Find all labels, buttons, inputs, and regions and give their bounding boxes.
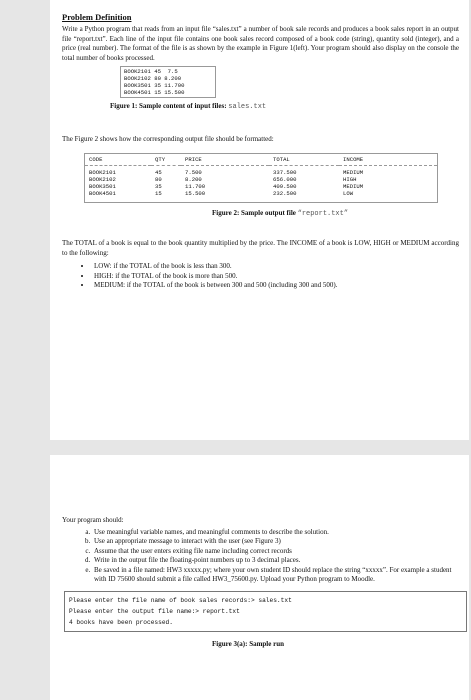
- table-cell: 232.500: [273, 189, 297, 197]
- table-cell: 337.500: [273, 169, 297, 177]
- income-rules-list: [62, 262, 459, 291]
- table-row: [85, 184, 438, 191]
- table-row: [85, 191, 438, 203]
- report-table: [84, 153, 438, 204]
- table-cell: 11.700: [185, 182, 206, 190]
- list-item: • HIGH: if the TOTAL of the book is more than 500.: [92, 272, 459, 282]
- table-cell: BOOK2102: [89, 176, 116, 184]
- table-row: [85, 166, 438, 177]
- sample-run-console: [64, 591, 467, 632]
- column-header: INCOME: [339, 153, 438, 166]
- requirements-list: [62, 528, 459, 585]
- requirements-intro: Your program should:: [62, 516, 124, 524]
- table-cell: MEDIUM: [343, 169, 364, 177]
- total-income-description: The TOTAL of a book is equal to the book quantity multiplied by the price. The INCOME of a book is LOW, HIGH or MEDIUM according to the following:: [62, 239, 459, 257]
- list-item: • MEDIUM: if the TOTAL of the book is between 300 and 500 (including 300 and 500).: [92, 281, 459, 291]
- table-cell: HIGH: [343, 176, 357, 184]
- figure1-caption: [110, 102, 459, 111]
- document-page-2: [50, 455, 469, 700]
- table-cell: BOOK3501: [89, 182, 116, 190]
- table-cell: 15.500: [185, 189, 206, 197]
- problem-heading: Problem Definition: [62, 12, 132, 22]
- figure3-caption: Figure 3(a): Sample run: [212, 639, 285, 648]
- report-header-row: [85, 153, 438, 166]
- figure2-caption-file: “report.txt”: [297, 210, 349, 219]
- column-header: PRICE: [181, 153, 269, 166]
- figure2-intro: The Figure 2 shows how the corresponding output file should be formatted:: [62, 135, 274, 143]
- table-cell: 45: [155, 169, 162, 177]
- table-cell: 656.000: [273, 176, 297, 184]
- figure1-caption-label: Figure 1: Sample content of input files:: [110, 102, 227, 110]
- table-cell: BOOK4501: [89, 189, 116, 197]
- table-cell: 35: [155, 182, 162, 190]
- list-item: • LOW: if the TOTAL of the book is less than 300.: [92, 262, 459, 272]
- console-line: Please enter the file name of book sales records:> sales.txt: [69, 596, 292, 604]
- input-line: BOOK2101 45 7.5: [124, 68, 178, 75]
- list-item: d. Write in the output file the floating-point numbers up to 3 decimal places.: [92, 556, 459, 566]
- problem-intro: Write a Python program that reads from an input file “sales.txt” a number of book sale records and produces a book sales report in an output file “report.txt”. Each line of the input file contains one book sales record composed of a book code (string), quantity sold (integer), and a price (real number). The format of the file is as shown by the example in Figure 1(left). Your program should also display on the console the total number of books processed.: [62, 25, 459, 62]
- console-line: 4 books have been processed.: [69, 618, 173, 626]
- table-cell: 80: [155, 176, 162, 184]
- list-item: e. Be saved in a file named: HW3 xxxxx.py; where your own student ID should replace the string “xxxxx”. For example a student with ID 75600 should submit a file called HW3_75600.py. Upload your Python program to Moodle.: [92, 566, 459, 585]
- table-cell: BOOK2101: [89, 169, 116, 177]
- figure1-input-sample: [120, 66, 216, 98]
- column-header: QTY: [151, 153, 181, 166]
- figure2-caption: [212, 209, 459, 218]
- list-item: c. Assume that the user enters exiting file name including correct records: [92, 547, 459, 557]
- console-line: Please enter the output file name:> report.txt: [69, 607, 240, 615]
- input-line: BOOK2102 80 8.200: [124, 75, 182, 82]
- figure2-caption-label: Figure 2: Sample output file: [212, 209, 296, 218]
- input-line: BOOK4501 15 15.500: [124, 89, 185, 96]
- document-page-1: [50, 0, 469, 440]
- input-line: BOOK3501 35 11.700: [124, 82, 185, 89]
- table-cell: 15: [155, 189, 162, 197]
- table-cell: MEDIUM: [343, 182, 364, 190]
- table-row: [85, 177, 438, 184]
- figure1-caption-file: sales.txt: [228, 103, 267, 111]
- table-cell: 7.500: [185, 169, 202, 177]
- list-item: a. Use meaningful variable names, and meaningful comments to describe the solution.: [92, 528, 459, 538]
- list-item: b. Use an appropriate message to interact with the user (see Figure 3): [92, 537, 459, 547]
- column-header: TOTAL: [269, 153, 339, 166]
- table-cell: LOW: [343, 189, 354, 197]
- column-header: CODE: [85, 153, 152, 166]
- table-cell: 409.500: [273, 182, 297, 190]
- table-cell: 8.200: [185, 176, 202, 184]
